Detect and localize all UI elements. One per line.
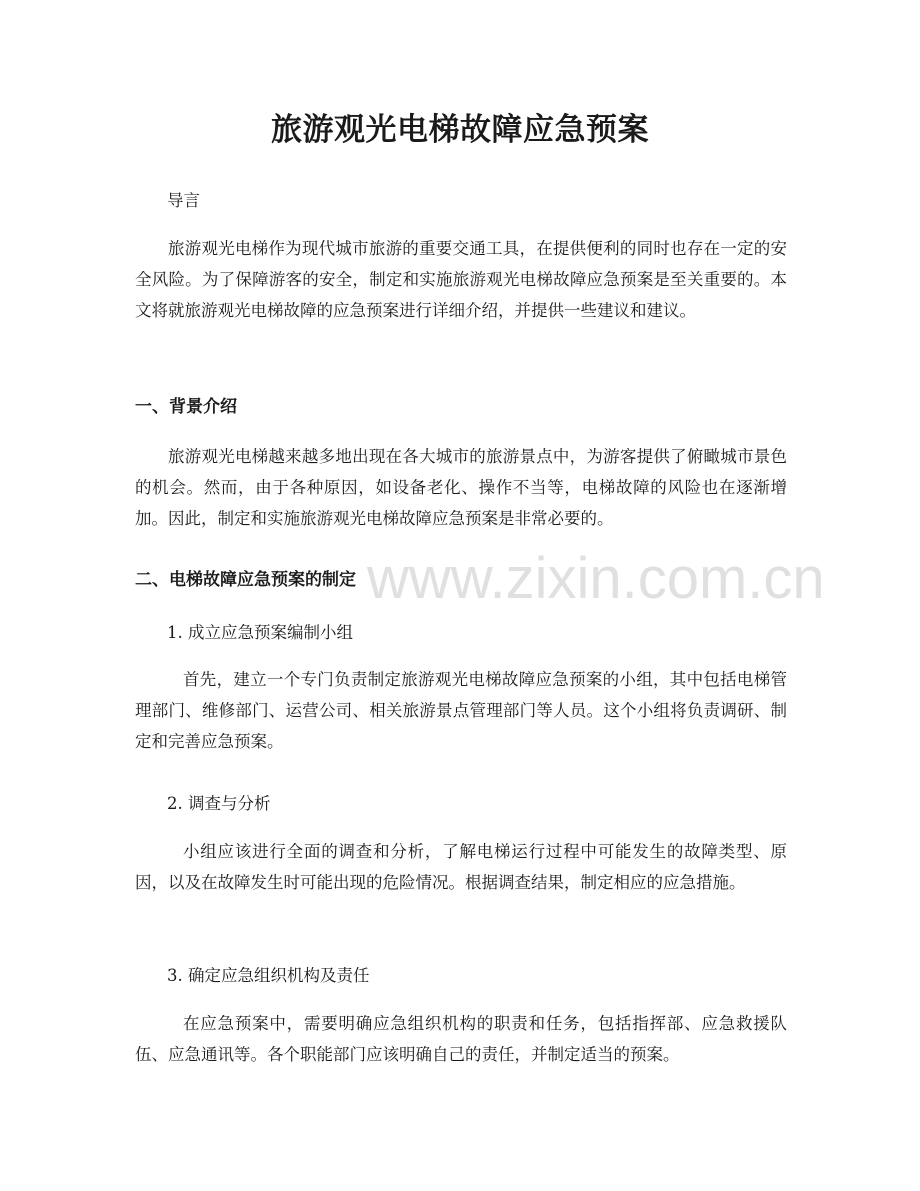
list-item-paragraph: 小组应该进行全面的调查和分析，了解电梯运行过程中可能发生的故障类型、原因，以及在故障发生时可能出现的危险情况。根据调查结果，制定相应的应急措施。 [135,842,787,892]
background-paragraph: 旅游观光电梯越来越多地出现在各大城市的旅游景点中，为游客提供了俯瞰城市景色的机会。然而，由于各种原因，如设备老化、操作不当等，电梯故障的风险也在逐渐增加。因此，制定和实施旅游观光电梯故障应急预案是非常必要的。 [135,447,787,528]
document-title: 旅游观光电梯故障应急预案 [271,112,649,148]
intro-paragraph: 旅游观光电梯作为现代城市旅游的重要交通工具，在提供便利的同时也存在一定的安全风险。为了保障游客的安全，制定和实施旅游观光电梯故障应急预案是至关重要的。本文将就旅游观光电梯故障的应急预案进行详细介绍，并提供一些建议和建议。 [135,239,787,320]
list-item-label: 2. 调查与分析 [167,794,271,813]
intro-label: 导言 [167,191,200,210]
watermark: www.zixin.com.cn [367,546,825,611]
section-heading-background: 一、背景介绍 [135,397,237,417]
list-item-label: 1. 成立应急预案编制小组 [167,623,353,642]
list-item-paragraph: 首先，建立一个专门负责制定旅游观光电梯故障应急预案的小组，其中包括电梯管理部门、维修部门、运营公司、相关旅游景点管理部门等人员。这个小组将负责调研、制定和完善应急预案。 [135,670,787,751]
list-item-paragraph: 在应急预案中，需要明确应急组织机构的职责和任务，包括指挥部、应急救援队伍、应急通讯等。各个职能部门应该明确自己的责任，并制定适当的预案。 [135,1014,787,1064]
section-heading-plan-formulation: 二、电梯故障应急预案的制定 [135,570,356,590]
list-item-label: 3. 确定应急组织机构及责任 [167,966,370,985]
